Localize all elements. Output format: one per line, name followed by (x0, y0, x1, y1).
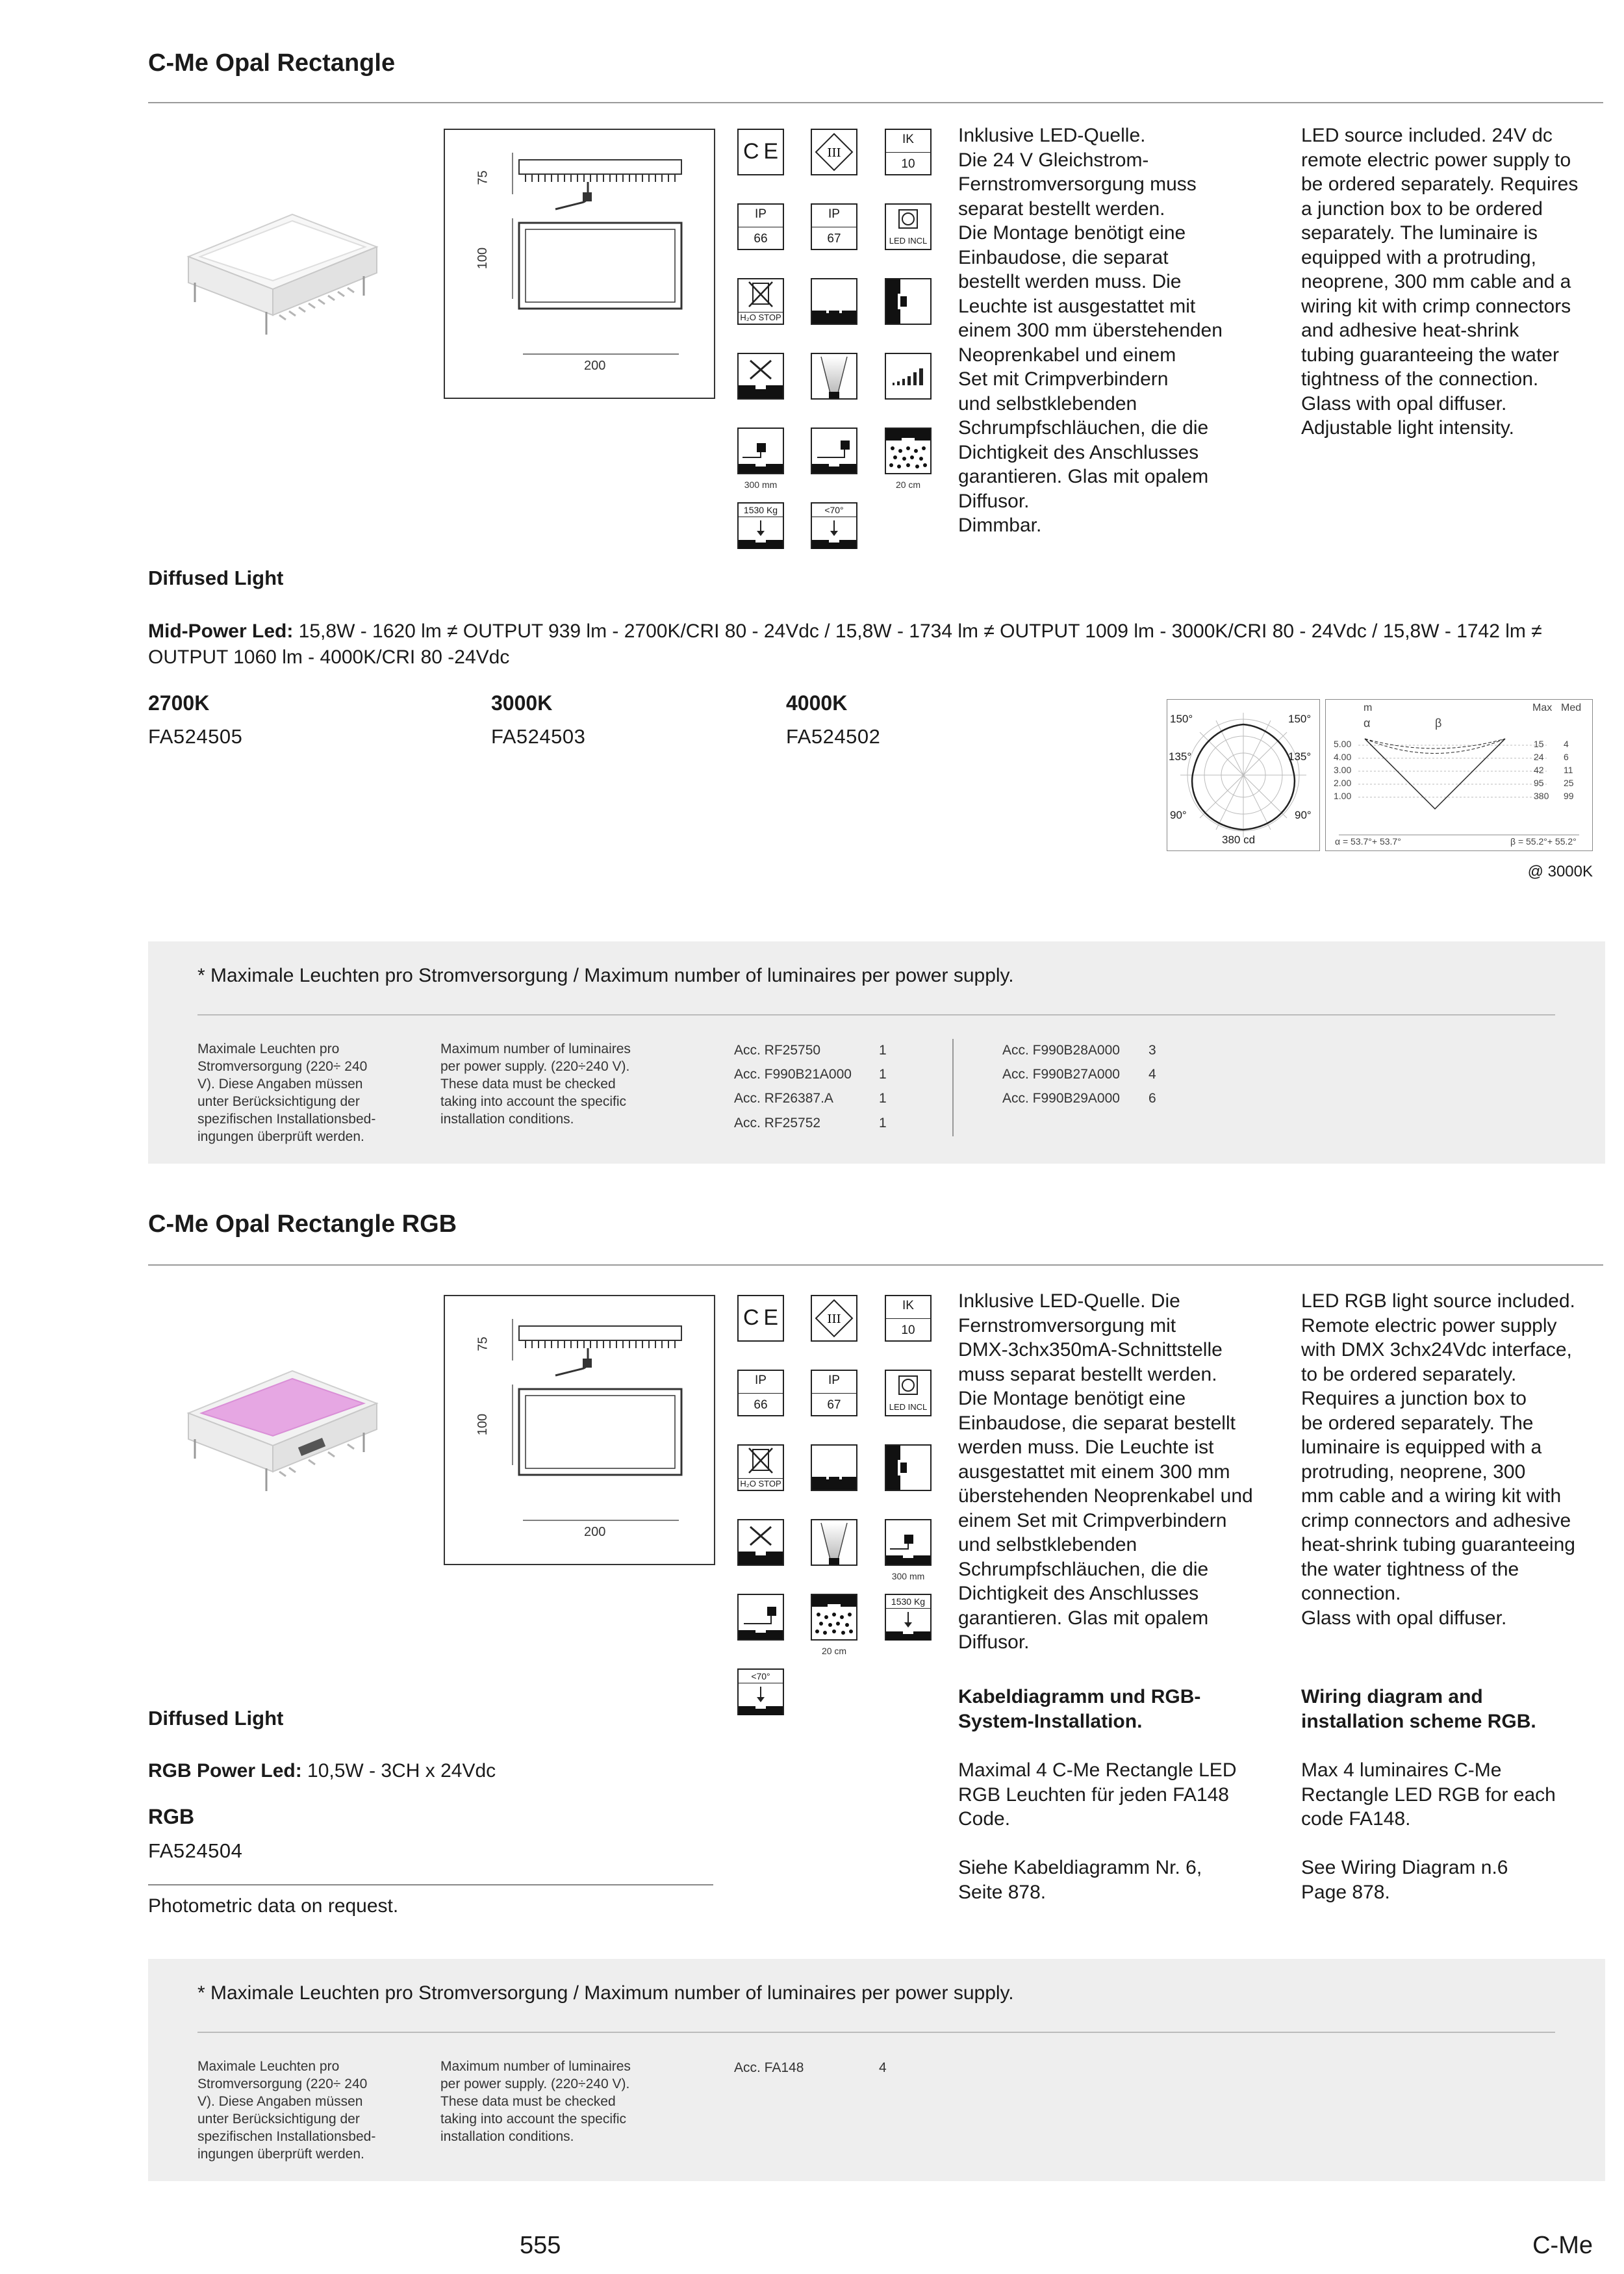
accessory-code: Acc. RF25750 (734, 1043, 821, 1058)
cone-med: 11 (1564, 765, 1573, 775)
technical-drawing (444, 129, 715, 399)
variant-code: FA524503 (491, 725, 586, 748)
variant-code: FA524502 (786, 725, 881, 748)
accessory-qty: 4 (1148, 1067, 1156, 1082)
ip66-icon (737, 1370, 784, 1416)
cone-max-header: Max (1532, 702, 1553, 713)
cone-distance: 3.00 (1334, 765, 1352, 775)
supply-note-de: Maximale Leuchten pro Stromversorgung (220÷ 240 V). Diese Angaben müssen unter Berücksichtigung der spezifischen Installationsbed- ingungen überprüft werden. (197, 2059, 376, 2162)
angle-label: <70° (812, 505, 856, 517)
cone-beta-symbol: β (1435, 717, 1442, 730)
ip67-icon (811, 1370, 857, 1416)
class-iii-icon (811, 129, 857, 175)
load-label: 1530 Kg (886, 1596, 930, 1609)
ik-label: IK (902, 133, 914, 146)
dim-height: 75 (476, 170, 490, 185)
ip66-icon (737, 203, 784, 250)
ik-rating-icon (885, 129, 932, 175)
polar-label: 150° (1288, 713, 1312, 725)
accessory-qty: 1 (879, 1091, 887, 1106)
variant-temp: 4000K (786, 691, 848, 715)
cone-row (1334, 789, 1587, 802)
photometric-note: Photometric data on request. (148, 1895, 399, 1917)
tilt-angle-icon (737, 1668, 784, 1715)
accessory-qty: 6 (1148, 1091, 1156, 1106)
photometry-note: @ 3000K (1527, 863, 1593, 880)
description-de: Inklusive LED-Quelle. Die 24 V Gleichstrom- Fernstromversorgung muss separat bestellt werden. Die Montage benötigt eine Einbaudose, die separat bestellt werden muss. Die Leuchte ist ausgestattet mit einem 300 mm überstehenden Neoprenkabel und einem Set mit Crimpverbindern und selbstklebenden Schrumpfschläuchen, die die Dichtigkeit des Anschlusses garantieren. Glas mit opalem Diffusor. Dimmbar. (958, 125, 1223, 536)
ce-mark-icon: C E (737, 129, 784, 175)
wiring-title-en: Wiring diagram and installation scheme RGB. (1301, 1686, 1536, 1732)
beam-diffused-icon (811, 1519, 857, 1566)
variant-code: FA524504 (148, 1839, 243, 1862)
water-stop-icon (737, 278, 784, 325)
description-de: Inklusive LED-Quelle. Die Fernstromversorgung mit DMX-3chx350mA-Schnittstelle muss separat bestellt werden. Die Montage benötigt eine Einbaudose, die separat bestellt werden muss. Die Leuchte ist ausgestattet mit einem 300 mm überstehenden Neoprenkabel und einem Set mit Crimpverbindern und selbstklebenden Schrumpfschläuchen, die die Dichtigkeit des Anschlusses garantieren. Glas mit opalem Diffusor. (958, 1290, 1253, 1653)
cone-med: 99 (1564, 791, 1574, 801)
ip-value: 66 (754, 232, 768, 246)
accessory-code: Acc. RF26387.A (734, 1091, 833, 1106)
polar-cd-label: 380 cd (1222, 834, 1256, 846)
load-capacity-icon (885, 1594, 932, 1641)
polar-label: 150° (1170, 713, 1193, 725)
accessory-qty: 1 (879, 1067, 887, 1082)
ip-label: IP (755, 1373, 767, 1387)
ik-label: IK (902, 1299, 914, 1312)
light-type: Diffused Light (148, 567, 284, 589)
series-name: C-Me (1532, 2232, 1593, 2259)
divider (197, 2032, 1555, 2033)
ip67-icon (811, 203, 857, 250)
class-iii-icon (811, 1295, 857, 1342)
polar-label: 90° (1170, 809, 1187, 821)
cone-med: 6 (1564, 752, 1569, 762)
cone-distance: 4.00 (1334, 752, 1352, 762)
cone-max: 380 (1534, 791, 1549, 801)
water-stop-icon (737, 1444, 784, 1491)
h2o-stop-label: H₂O STOP (739, 1478, 783, 1488)
cable-length-label: 300 mm (744, 479, 778, 490)
cable-length-label: 300 mm (891, 1571, 925, 1581)
power-label: RGB Power Led: (148, 1760, 302, 1782)
distance-label: 20 cm (821, 1646, 847, 1656)
cone-max: 15 (1534, 739, 1544, 749)
product-photo (175, 1338, 390, 1507)
product-photo (175, 182, 390, 351)
cone-unit: m (1364, 702, 1373, 713)
variant-temp: 3000K (491, 691, 553, 715)
power-text: 15,8W - 1620 lm ≠ OUTPUT 939 lm - 2700K/CRI 80 - 24Vdc / 15,8W - 1734 lm ≠ OUTPUT 1009 lm - 3000K/CRI 80 - 24Vdc / 15,8W - 1742 lm ≠ OUTPUT 1060 lm - 4000K/CRI 80 -24Vdc (148, 620, 1542, 668)
power-text: 10,5W - 3CH x 24Vdc (301, 1760, 496, 1782)
accessory-code: Acc. F990B28A000 (1002, 1043, 1120, 1058)
led-included-icon (885, 203, 932, 250)
divider (952, 1039, 954, 1136)
cone-distance: 5.00 (1334, 739, 1352, 749)
beam-diffused-icon (811, 353, 857, 400)
cone-distance: 2.00 (1334, 778, 1352, 788)
recessed-floor-icon (811, 278, 857, 325)
polar-label: 90° (1295, 809, 1312, 821)
gravel-drainage-icon (811, 1594, 857, 1641)
accessory-qty: 1 (879, 1116, 887, 1131)
cone-row (1334, 776, 1587, 789)
accessory-code: Acc. F990B29A000 (1002, 1091, 1120, 1106)
accessory-code: Acc. F990B21A000 (734, 1067, 852, 1082)
cone-med-header: Med (1561, 702, 1582, 713)
dimmable-icon (885, 353, 932, 400)
ip-value: 66 (754, 1398, 768, 1412)
accessory-qty: 4 (879, 2060, 887, 2075)
ip-label: IP (828, 207, 840, 221)
ik-value: 10 (901, 157, 915, 171)
power-spec (148, 619, 1593, 671)
wiring-text-en: Max 4 luminaires C-Me Rectangle LED RGB for each code FA148. See Wiring Diagram n.6 Page 878. (1301, 1759, 1556, 1903)
gravel-drainage-icon (885, 428, 932, 474)
surface-mount-icon (737, 1594, 784, 1641)
cone-row (1334, 750, 1587, 763)
tilt-angle-icon (811, 502, 857, 549)
accessory-code: Acc. F990B27A000 (1002, 1067, 1120, 1082)
variant-code: FA524505 (148, 725, 243, 748)
accessory-qty: 1 (879, 1043, 887, 1058)
ik-rating-icon (885, 1295, 932, 1342)
divider (148, 102, 1603, 103)
angle-label: <70° (739, 1671, 783, 1683)
load-capacity-icon (737, 502, 784, 549)
cone-distance: 1.00 (1334, 791, 1352, 801)
cone-beta-value: β = 55.2°+ 55.2° (1510, 836, 1577, 847)
supply-heading: * Maximale Leuchten pro Stromversorgung / Maximum number of luminaires per power supply. (197, 965, 1014, 986)
cone-max: 42 (1534, 765, 1544, 775)
led-included-icon (885, 1370, 932, 1416)
no-cover-icon (737, 353, 784, 400)
cone-diagram (1325, 699, 1593, 851)
divider (148, 1884, 713, 1885)
dim-height: 75 (476, 1336, 490, 1351)
power-spec (148, 1760, 496, 1782)
cone-alpha-symbol: α (1364, 717, 1371, 730)
load-label: 1530 Kg (739, 505, 783, 517)
dim-depth: 100 (476, 247, 490, 270)
divider (197, 1014, 1555, 1016)
led-incl-label: LED INCL (889, 236, 928, 246)
svg-text:III: III (827, 1312, 841, 1326)
cone-med: 25 (1564, 778, 1574, 788)
polar-label: 135° (1169, 750, 1192, 763)
cone-max: 24 (1534, 752, 1544, 762)
supply-note-en: Maximum number of luminaires per power supply. (220÷240 V). These data must be checked taking into account the specific installation conditions. (440, 2059, 631, 2144)
power-label: Mid-Power Led: (148, 620, 294, 642)
polar-diagram (1167, 699, 1320, 851)
cone-max: 95 (1534, 778, 1544, 788)
section-title: C-Me Opal Rectangle RGB (148, 1210, 457, 1238)
light-type: Diffused Light (148, 1707, 284, 1730)
ip-value: 67 (827, 232, 841, 246)
section-title: C-Me Opal Rectangle (148, 49, 396, 77)
ip-label: IP (755, 207, 767, 221)
cable-length-icon (737, 428, 784, 474)
description-en: LED RGB light source included. Remote electric power supply with DMX 3chx24Vdc interface, to be ordered separately. Requires a junction box to be ordered separately. The luminaire is equipped with a protruding, neoprene, 300 mm cable and a wiring kit with crimp connectors and adhesive heat-shrink tubing guaranteeing the water tightness of the connection. Glass with opal diffuser. (1301, 1290, 1575, 1629)
supply-heading: * Maximale Leuchten pro Stromversorgung / Maximum number of luminaires per power supply. (197, 1982, 1014, 2004)
description-en: LED source included. 24V dc remote electric power supply to be ordered separately. Requires a junction box to be ordered separately. The luminaire is equipped with a protruding, neoprene, 300 mm cable and a wiring kit with crimp connectors and adhesive heat-shrink tubing guaranteeing the water tightness of the connection. Glass with opal diffuser. Adjustable light intensity. (1301, 125, 1579, 439)
surface-mount-icon (811, 428, 857, 474)
recessed-wall-icon (885, 278, 932, 325)
supply-note-de: Maximale Leuchten pro Stromversorgung (220÷ 240 V). Diese Angaben müssen unter Berücksichtigung der spezifischen Installationsbed- ingungen überprüft werden. (197, 1041, 376, 1144)
distance-label: 20 cm (895, 479, 921, 490)
led-incl-label: LED INCL (889, 1402, 928, 1412)
wiring-title-de: Kabeldiagramm und RGB- System-Installation. (958, 1686, 1201, 1732)
cone-med: 4 (1564, 739, 1569, 749)
ce-mark-icon: C E (737, 1295, 784, 1342)
accessory-qty: 3 (1148, 1043, 1156, 1058)
divider (148, 1264, 1603, 1266)
cone-row (1334, 737, 1587, 750)
ip-label: IP (828, 1373, 840, 1387)
cone-row (1334, 763, 1587, 776)
accessory-code: Acc. FA148 (734, 2060, 804, 2075)
ik-value: 10 (901, 1323, 915, 1337)
supply-note-en: Maximum number of luminaires per power supply. (220÷240 V). These data must be checked taking into account the specific installation conditions. (440, 1041, 631, 1127)
wiring-text-de: Maximal 4 C-Me Rectangle LED RGB Leuchten für jeden FA148 Code. Siehe Kabeldiagramm Nr. 6, Seite 878. (958, 1759, 1237, 1903)
dim-width: 200 (584, 359, 606, 373)
technical-drawing (444, 1295, 715, 1565)
cone-alpha-value: α = 53.7°+ 53.7° (1335, 836, 1401, 847)
dim-depth: 100 (476, 1413, 490, 1436)
polar-label: 135° (1288, 750, 1312, 763)
variant-temp: RGB (148, 1805, 195, 1828)
dim-width: 200 (584, 1525, 606, 1539)
recessed-wall-icon (885, 1444, 932, 1491)
cone-table (1334, 737, 1587, 802)
cable-length-icon (885, 1519, 932, 1566)
power-supply-box (148, 1959, 1605, 2181)
ip-value: 67 (827, 1398, 841, 1412)
no-cover-icon (737, 1519, 784, 1566)
svg-text:III: III (827, 146, 841, 160)
accessory-code: Acc. RF25752 (734, 1116, 821, 1131)
h2o-stop-label: H₂O STOP (739, 312, 783, 322)
page-number: 555 (520, 2232, 561, 2259)
variant-temp: 2700K (148, 691, 210, 715)
power-supply-box (148, 941, 1605, 1164)
recessed-floor-icon (811, 1444, 857, 1491)
